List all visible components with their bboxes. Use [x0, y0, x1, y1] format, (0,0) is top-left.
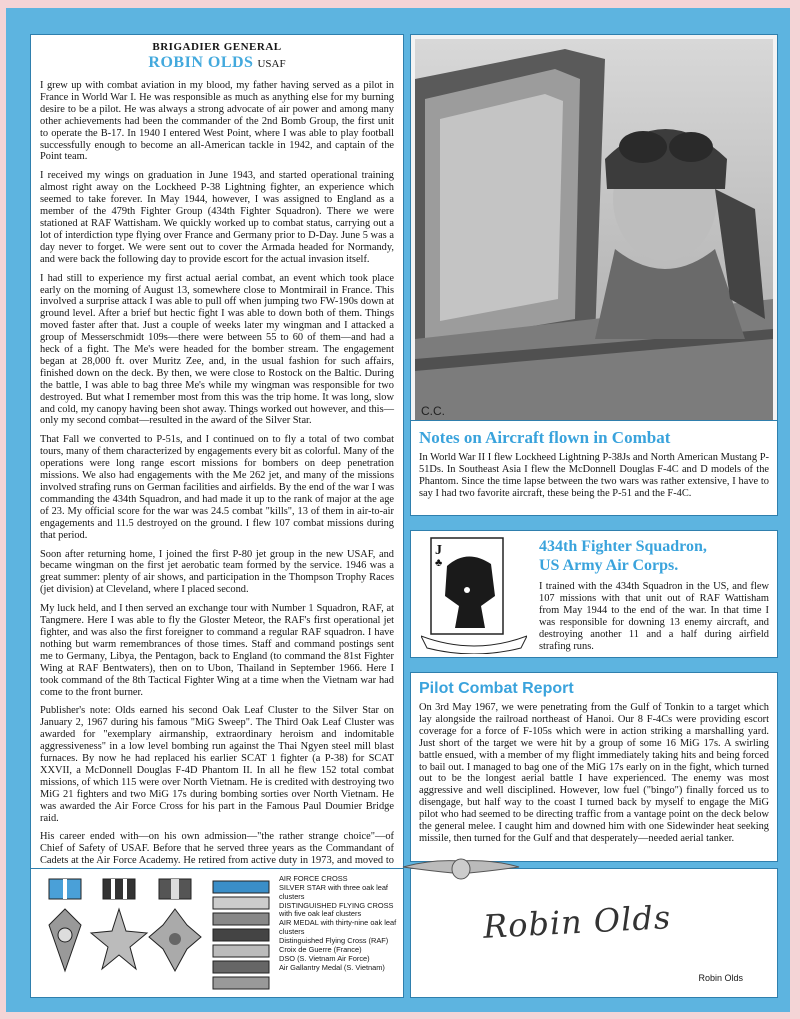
squadron-heading-line2: US Army Air Corps. [539, 557, 679, 574]
bio-paragraph: I had still to experience my first actual aerial combat, an event which took place early on the morning of August 13, somewhere close to Montmirail in France. This involved a surprise attack I was able to pull off when jumping two FW-190s down at ground level. After a brief but hectic fight I was able to down both of them. Things moved faster after that. Just a couple of weeks later my wingman and I attacked a group of Messerschmidt 109s—there were between 55 to 60 of them—and had a heck of a fight. The Me's were headed for the bomber stream. The engagement began at 28,000 ft. over Muritz Zee, and, in the usual fashion for such affairs, finished down on the deck. By then, we were close to Rostock on the Baltic. During the battle, I was able to bag three Me's while my wingman was responsible for two destroyed. But what I remember most from this was the trip home. It was long, slow and cold, my canopy having been shot away. Things worked out however, and this—only my second combat—resulted in the award of the Silver Star. [40, 272, 394, 427]
medal-item: DISTINGUISHED FLYING CROSS with five oak leaf clusters [279, 900, 394, 919]
svg-text:J: J [435, 543, 442, 558]
medal-item: Croix de Guerre (France) [279, 945, 362, 955]
report-text: On 3rd May 1967, we were penetrating from the Gulf of Tonkin to a target which lay alongside the railroad northeast of Hanoi. Our 8 F-4Cs were providing escort coverage for a force of F-105s which were in action striking a marshalling yard. Just short of the target we were hit by a group of some 16 MiG 17s. A swirling battle ensued, with a member of my flight immediately taking hits and being forced to bail out. I managed to bag one of the MiG 17s early on in the fight, which turned out to be the longest aerial battle I have experienced. The enemy was most aggressive and well disciplined. However, low fuel ("bingo") finally forced us to disengage, but half way to the coast I turned back by myself to engage the MiG pilot who had seemed to be directing traffic from a vantage point on the deck below the general melee. I caught him and downed him with one Sidewinder heat seeking missile, then turned for the Gulf and that desperately—needed aerial tanker. [419, 702, 769, 844]
name-line [40, 54, 394, 72]
medal-item: Air Gallantry Medal (S. Vietnam) [279, 963, 385, 973]
medal-item: AIR MEDAL with thirty-nine oak leaf clusters [279, 918, 397, 937]
bio-paragraph: Publisher's note: Olds earned his second Oak Leaf Cluster to the Silver Star on January 2, 1967 during his famous "MiG Sweep". The Third Oak Leaf Cluster was awarded for "exemplary airmanship, extraordinary heroism and indomitable aggressiveness" in a low level bombing run against the Thai Ngyen steel mill blast furnaces. By now he had replaced his earlier SCAT 1 fighter (a P-38) for SCAT XXVII, a McDonnell Douglas F-4D Phantom II. In all he flew 152 total combat missions, of which 115 were over North Vietnam. He is credited with destroying two MiG 21 fighters and two MiG 17s during bombing sorties over North Vietnam. He was awarded the Air Force Cross for his part in the Famous Paul Doumier Bridge raid. [40, 705, 394, 824]
biography-panel [30, 34, 404, 880]
medals-panel [30, 868, 404, 998]
photo-initials: C.C. [421, 404, 445, 418]
bio-paragraph: That Fall we converted to P-51s, and I continued on to fly a total of two combat tours, many of them characterized by engagements every bit as colorful. Many of the operations were long range escort missions for bombers on deep penetration missions. We also had engagements with the Me 262 jet, and many of the missions involved strafing runs on German facilities and airfields. By the end of the war I was commanding the 434th Squadron, and had made it up to the rank of major at the age of 23. My official score for the war was 24.5 combat "kills", 13 of them in air-to-air engagements and 11.5 destroyed on the ground. I flew 107 combat missions during that period. [40, 434, 394, 541]
bio-paragraph: His career ended with—on his own admission—"the rather strange choice"—of Chief of Safety of USAF. Before that he served three years as the Commandant of Cadets at the Air Force Academy. He retired from active duty in 1973, and moved to [40, 831, 394, 867]
bio-paragraph: Soon after returning home, I joined the first P-80 jet group in the new USAF, and became wingman on the first jet aerobatic team formed by the service. 1946 was a great summer: plenty of air shows, and participation in the Thompson Trophy Races (jet division) at Cleveland, where I placed second. [40, 548, 394, 596]
medals-image [37, 875, 277, 993]
squadron-insignia-icon [421, 536, 527, 654]
medal-item: SILVER STAR with three oak leaf clusters [279, 883, 388, 901]
bio-paragraph: My luck held, and I then served an exchange tour with Number 1 Squadron, RAF, at Tangmere. Here I was able to fly the Gloster Meteor, the RAF's first operational jet fighter, and was also the first foreigner to command a regular RAF squadron. I have nothing but warm remembrances of those times. Staff and command postings sent me to Germany, Libya, the Pentagon, back to England (to command the 81st Fighter Wing at RAF Bentwaters), then on to Ubon, Thailand in September 1966. Here I took command of the 8th Tactical Fighter Wing at a time when the Vietnam war had come to the front burner. [40, 603, 394, 698]
notes-heading: Notes on Aircraft flown in Combat [419, 428, 671, 447]
medal-item: Distinguished Flying Cross (RAF) [279, 936, 389, 946]
service-suffix: USAF [257, 58, 286, 70]
signature-name: Robin Olds [698, 973, 743, 983]
bio-paragraph: I grew up with combat aviation in my blood, my father having served as a pilot in France in World War I. He was responsible as much as anything else for my burning desire to be a pilot. He was always a strong advocate of air power and among many other achievements had been the commander of the 2nd Bomb Group, the first unit to operate the B-17. In 1940 I entered West Point, where I was able to play football successfully enough to become an all-American tackle in 1942, and captain of the Point team. [40, 80, 394, 163]
bio-paragraph: I received my wings on graduation in June 1943, and started operational training almost right away on the Lockheed P-38 Lightning fighter, an experience which seemed to take forever. In May 1944, however, I was assigned to England as a member of the 479th Fighter Group (434th Fighter Squadron). There we were stationed at RAF Wattisham. We quickly worked up to combat status, carrying out a lot of interdiction type flying over France and Germany prior to D-Day. June 5 was a day never to forget. We were sent out to cover the Armada headed for Normandy, and were back the following day to provide escort for the actual invasion itself. [40, 170, 394, 265]
pilot-name: ROBIN OLDS [148, 54, 254, 71]
squadron-heading-line1: 434th Fighter Squadron, [539, 538, 707, 555]
combat-report-panel [410, 672, 778, 862]
report-heading: Pilot Combat Report [419, 680, 574, 697]
rank-title: BRIGADIER GENERAL [152, 41, 282, 53]
pilot-wings-icon [401, 857, 521, 883]
medal-item: AIR FORCE CROSS [279, 874, 348, 883]
medal-list [279, 875, 397, 974]
svg-text:♣: ♣ [435, 557, 443, 569]
squadron-panel [410, 530, 778, 658]
pilot-photo-image [415, 39, 773, 421]
medal-item: DSO (S. Vietnam Air Force) [279, 954, 370, 964]
pilot-photo [410, 34, 778, 426]
squadron-text: I trained with the 434th Squadron in the US, and flew 107 missions with that unit out of RAF Wattisham from May 1944 to the end of the war. In that time I was responsible for downing 13 enemy aircraft, and destroying another 11 and a half during airfield strafing runs. [539, 581, 769, 652]
signature-panel [410, 868, 778, 998]
autograph-signature: Robin Olds [482, 898, 673, 946]
notes-text: In World War II I flew Lockheed Lightning P-38Js and North American Mustang P-51Ds. In Southeast Asia I flew the McDonnell Douglas F-4C and D models of the Phantom. Since the time lapse between the two wars was rather extensive, I have to say I had two favorite aircraft, these being the P-51 and the F-4C. [419, 452, 769, 499]
page-frame [6, 8, 790, 1012]
aircraft-notes-panel [410, 420, 778, 516]
